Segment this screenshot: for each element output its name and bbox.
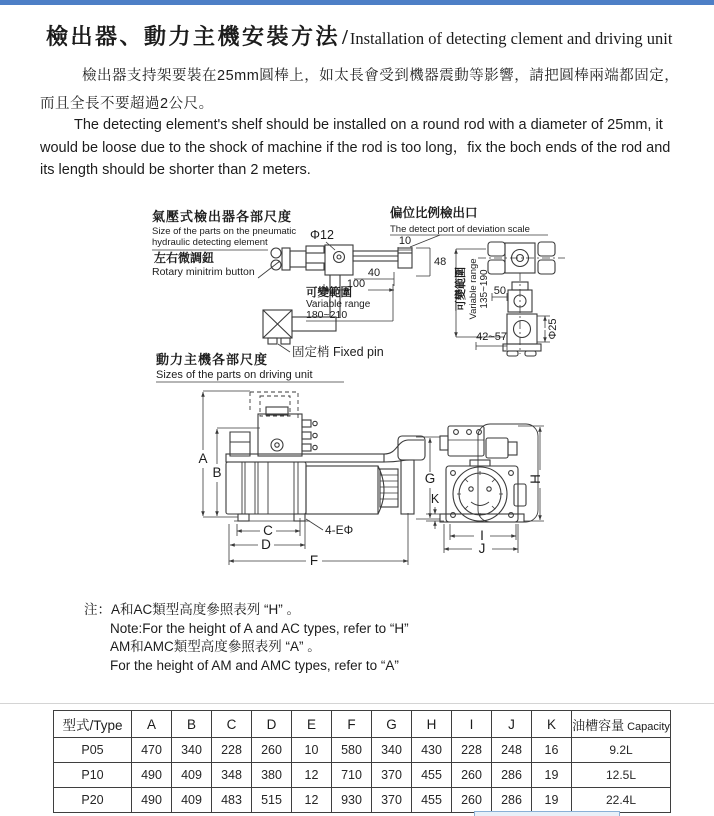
note-line-1 bbox=[84, 601, 409, 620]
page-title bbox=[46, 20, 672, 51]
header-capacity-zh: 油槽容量 bbox=[572, 717, 625, 733]
top-accent-bar bbox=[0, 0, 714, 5]
header-k: K bbox=[532, 711, 572, 738]
cell-value: 10 bbox=[292, 738, 332, 763]
title-separator: / bbox=[342, 25, 348, 49]
dim-label-k: K bbox=[430, 492, 440, 506]
spec-table bbox=[53, 710, 671, 813]
header-e: E bbox=[292, 711, 332, 738]
detect-port-label-en: The detect port of deviation scale bbox=[390, 224, 530, 235]
cell-value: 19 bbox=[532, 788, 572, 813]
cell-value: 490 bbox=[132, 788, 172, 813]
cell-value: 260 bbox=[252, 738, 292, 763]
dim-label-d: D bbox=[261, 537, 271, 552]
dim-label-40: 40 bbox=[367, 267, 381, 279]
page-title-zh: 檢出器、動力主機安裝方法 bbox=[46, 24, 341, 49]
dim-label-b: B bbox=[212, 465, 222, 480]
cell-value: 470 bbox=[132, 738, 172, 763]
cell-value: 340 bbox=[172, 738, 212, 763]
detector-partsize-label-en1: Size of the parts on the pneumatic bbox=[152, 226, 297, 237]
variable-range2-value: 135~190 bbox=[479, 269, 490, 309]
header-j: J bbox=[492, 711, 532, 738]
cell-value: 19 bbox=[532, 763, 572, 788]
spec-table-body bbox=[54, 738, 671, 813]
fixed-pin-label: 固定梢 Fixed pin bbox=[292, 345, 384, 359]
dim-label-c: C bbox=[263, 523, 273, 538]
cell-capacity: 12.5L bbox=[572, 763, 671, 788]
cell-value: 409 bbox=[172, 788, 212, 813]
cell-value: 286 bbox=[492, 788, 532, 813]
header-capacity bbox=[572, 711, 671, 738]
cell-value: 348 bbox=[212, 763, 252, 788]
header-type: 型式/Type bbox=[54, 711, 132, 738]
cell-value: 228 bbox=[452, 738, 492, 763]
cell-value: 340 bbox=[372, 738, 412, 763]
header-d: D bbox=[252, 711, 292, 738]
dim-label-phi25: Φ25 bbox=[547, 318, 559, 340]
table-row bbox=[54, 763, 671, 788]
header-h: H bbox=[412, 711, 452, 738]
dim-label-4e: 4-EΦ bbox=[325, 523, 354, 537]
note-prefix: 注： bbox=[84, 602, 111, 617]
partial-ui-fragment bbox=[474, 811, 620, 816]
driving-unit-label-en: Sizes of the parts on driving unit bbox=[156, 369, 313, 381]
cell-type: P20 bbox=[54, 788, 132, 813]
dim-label-48: 48 bbox=[434, 256, 447, 268]
header-f: F bbox=[332, 711, 372, 738]
cell-capacity: 9.2L bbox=[572, 738, 671, 763]
header-i: I bbox=[452, 711, 492, 738]
page-title-en: Installation of detecting clement and driving unit bbox=[349, 29, 673, 48]
cell-value: 409 bbox=[172, 763, 212, 788]
dim-label-42-57: 42~57 bbox=[476, 331, 507, 343]
driving-unit-diagram bbox=[148, 350, 628, 595]
detector-partsize-label-zh: 氣壓式檢出器各部尺度 bbox=[152, 209, 293, 224]
dim-label-phi12: Φ12 bbox=[310, 228, 334, 242]
note-line-4: For the height of AM and AMC types, refer to “A” bbox=[110, 657, 399, 673]
cell-value: 430 bbox=[412, 738, 452, 763]
cell-value: 580 bbox=[332, 738, 372, 763]
dim-label-100: 100 bbox=[346, 278, 366, 290]
trim-button-label-en: Rotary minitrim button bbox=[152, 266, 255, 278]
table-row bbox=[54, 788, 671, 813]
header-capacity-en: Capacity bbox=[627, 720, 670, 733]
cell-value: 370 bbox=[372, 763, 412, 788]
detect-port-label-zh: 偏位比例檢出口 bbox=[390, 206, 478, 220]
cell-value: 260 bbox=[452, 763, 492, 788]
intro-paragraph-zh: 檢出器支持架要裝在25mm圓棒上，如太長會受到機器震動等影響，請把圓棒兩端都固定，而且全長不要超過2公尺。 bbox=[40, 68, 680, 112]
dim-label-i: I bbox=[480, 528, 484, 543]
cell-value: 260 bbox=[452, 788, 492, 813]
cell-value: 490 bbox=[132, 763, 172, 788]
cell-value: 930 bbox=[332, 788, 372, 813]
cell-value: 380 bbox=[252, 763, 292, 788]
dim-label-50: 50 bbox=[493, 285, 506, 297]
cell-value: 483 bbox=[212, 788, 252, 813]
driving-unit-side-view-drawing bbox=[226, 392, 425, 521]
cell-type: P05 bbox=[54, 738, 132, 763]
cell-value: 228 bbox=[212, 738, 252, 763]
cell-capacity: 22.4L bbox=[572, 788, 671, 813]
detector-partsize-label-en2: hydraulic detecting element bbox=[152, 237, 268, 248]
variable-range1-zh: 可變範圍 bbox=[306, 287, 352, 299]
header-a: A bbox=[132, 711, 172, 738]
note-line-2: Note:For the height of A and AC types, refer to “H” bbox=[110, 620, 409, 636]
header-c: C bbox=[212, 711, 252, 738]
cell-value: 16 bbox=[532, 738, 572, 763]
driving-unit-label-zh: 動力主機各部尺度 bbox=[156, 352, 269, 367]
trim-button-label-zh: 左右微調鈕 bbox=[154, 251, 215, 265]
notes-block bbox=[84, 601, 409, 675]
dim-label-h: H bbox=[528, 474, 543, 484]
header-b: B bbox=[172, 711, 212, 738]
cell-value: 370 bbox=[372, 788, 412, 813]
note-line-1-text: A和AC類型高度參照表列 “H” 。 bbox=[111, 602, 300, 617]
cell-value: 515 bbox=[252, 788, 292, 813]
cell-type: P10 bbox=[54, 763, 132, 788]
cell-value: 455 bbox=[412, 763, 452, 788]
variable-range2-zh: 可變範圍 bbox=[455, 267, 467, 311]
dim-label-j: J bbox=[478, 541, 486, 556]
note-line-3: AM和AMC類型高度參照表列 “A” 。 bbox=[110, 639, 321, 654]
variable-range1-value: 180~210 bbox=[306, 309, 348, 321]
intro-paragraph-en: The detecting element's shelf should be installed on a round rod with a diameter of 25mm, it would be loose due to the shock of machine if the rod is too long，fix the boch ends of the rod and its length should be shorter than 2 meters. bbox=[40, 117, 671, 178]
cell-value: 12 bbox=[292, 788, 332, 813]
dim-label-f: F bbox=[309, 553, 319, 568]
header-g: G bbox=[372, 711, 412, 738]
dim-label-g: G bbox=[424, 471, 436, 486]
spec-table-header-row bbox=[54, 711, 671, 738]
variable-range2-en: Variable range bbox=[468, 258, 479, 320]
driving-unit-front-view-drawing bbox=[440, 424, 538, 522]
cell-value: 286 bbox=[492, 763, 532, 788]
variable-range1-en: Variable range bbox=[306, 299, 371, 310]
cell-value: 248 bbox=[492, 738, 532, 763]
dim-label-a: A bbox=[198, 451, 208, 466]
cell-value: 12 bbox=[292, 763, 332, 788]
dim-label-10: 10 bbox=[398, 235, 412, 247]
cell-value: 710 bbox=[332, 763, 372, 788]
divider-line bbox=[0, 703, 714, 704]
table-row bbox=[54, 738, 671, 763]
cell-value: 455 bbox=[412, 788, 452, 813]
